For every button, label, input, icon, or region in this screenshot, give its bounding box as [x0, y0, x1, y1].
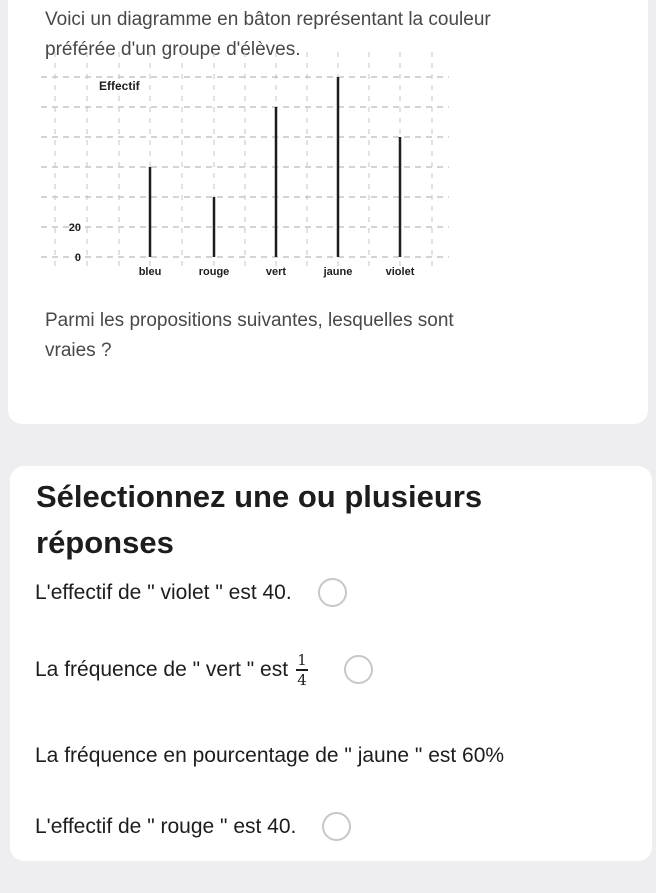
option-label: L'effectif de " violet " est 40.: [35, 580, 292, 604]
option-label: La fréquence en pourcentage de " jaune " est 60%: [35, 744, 505, 767]
option-violet-40[interactable]: [35, 578, 347, 607]
x-tick-label: bleu: [138, 266, 162, 278]
option-vert-frequency[interactable]: [35, 652, 373, 688]
y-tick-label: 0: [74, 252, 81, 264]
y-tick-label: 20: [68, 222, 81, 234]
x-tick-label: jaune: [323, 266, 353, 278]
x-tick-label: rouge: [198, 266, 230, 278]
question-text-line4: vraies ?: [45, 340, 112, 361]
y-axis-label: Effectif: [99, 79, 140, 93]
chart-labels: [69, 222, 415, 278]
fraction: [296, 652, 308, 688]
fraction-numerator: 1: [297, 651, 307, 669]
radio-circle-icon[interactable]: [318, 578, 347, 607]
x-tick-label: vert: [265, 266, 287, 278]
option-label: La fréquence de " vert " est: [35, 657, 289, 681]
answers-card: [10, 466, 652, 861]
radio-circle-icon[interactable]: [322, 812, 351, 841]
question-text-line3: Parmi les propositions suivantes, lesquelles sont: [45, 310, 454, 331]
question-text-line2: préférée d'un groupe d'élèves.: [45, 39, 301, 60]
fraction-denominator: 4: [297, 670, 307, 689]
option-jaune-percentage[interactable]: [35, 744, 504, 768]
radio-circle-icon[interactable]: [344, 655, 373, 684]
question-card: [8, 0, 648, 424]
option-rouge-40[interactable]: [35, 812, 351, 841]
bar-chart: [41, 52, 453, 292]
answers-title: Sélectionnez une ou plusieurs réponses: [36, 479, 483, 560]
question-text-line1: Voici un diagramme en bâton représentant la couleur: [45, 9, 491, 30]
option-label: L'effectif de " rouge " est 40.: [35, 814, 297, 838]
x-tick-label: violet: [385, 266, 415, 278]
